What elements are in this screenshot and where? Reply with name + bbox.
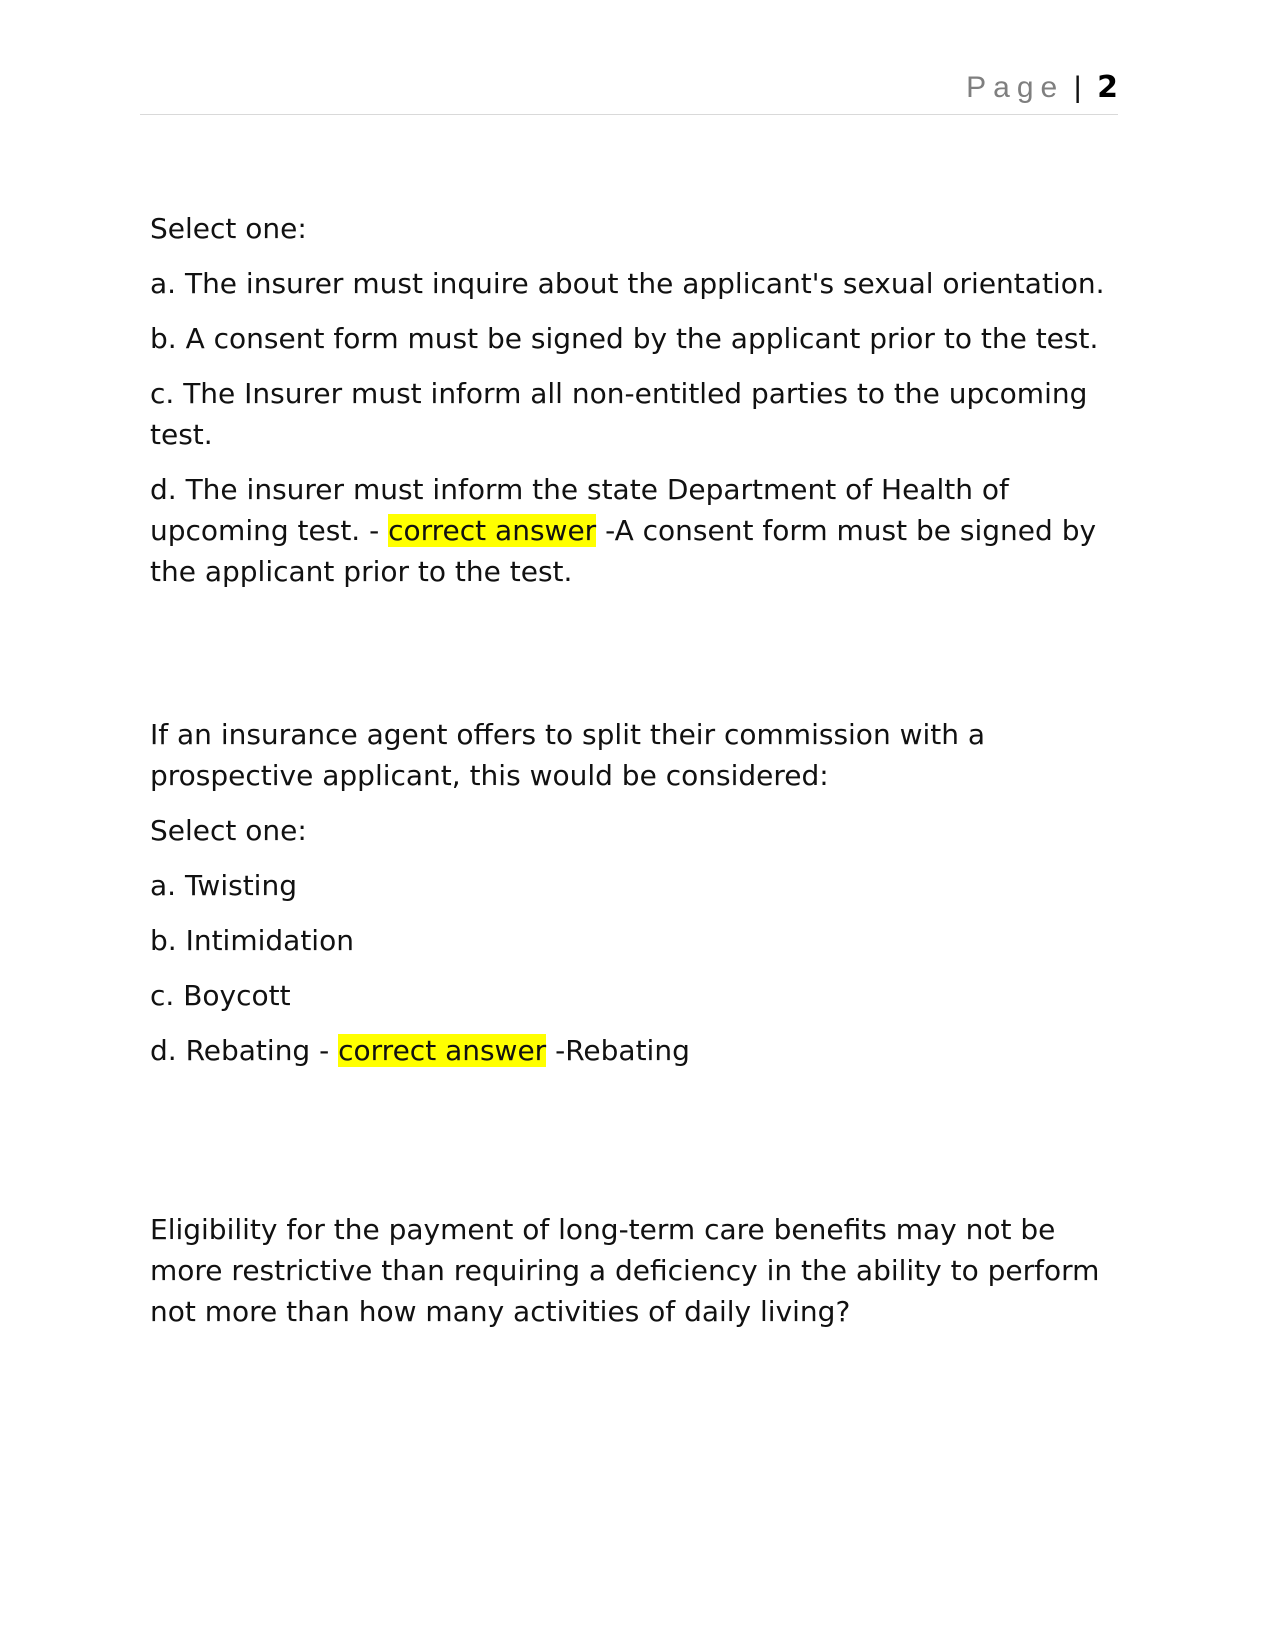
answer-explanation: -Rebating bbox=[546, 1034, 690, 1067]
page-number-label bbox=[966, 70, 1118, 106]
option-c: c. Boycott bbox=[150, 979, 291, 1012]
option-d-text: d. The insurer must inform the state Department of Health of upcoming test. - bbox=[150, 473, 1009, 547]
option-c: c. The Insurer must inform all non-entitled parties to the upcoming test. bbox=[150, 377, 1088, 451]
page-separator: | bbox=[1073, 71, 1082, 104]
option-b: b. Intimidation bbox=[150, 924, 354, 957]
select-one-label: Select one: bbox=[150, 212, 307, 245]
correct-answer-highlight: correct answer bbox=[338, 1034, 547, 1067]
option-a: a. Twisting bbox=[150, 869, 297, 902]
option-d bbox=[150, 469, 1125, 592]
spacer bbox=[150, 606, 1125, 714]
option-d bbox=[150, 1030, 1125, 1071]
question-text: Eligibility for the payment of long-term care benefits may not be more restrictive than requiring a deficiency in the ability to perform not more than how many activities of daily living? bbox=[150, 1213, 1100, 1328]
option-a: a. The insurer must inquire about the applicant's sexual orientation. bbox=[150, 267, 1105, 300]
option-b: b. A consent form must be signed by the applicant prior to the test. bbox=[150, 322, 1099, 355]
page-word: Page bbox=[966, 71, 1065, 104]
correct-answer-highlight: correct answer bbox=[388, 514, 597, 547]
question-text: If an insurance agent offers to split their commission with a prospective applicant, this would be considered: bbox=[150, 718, 986, 792]
spacer bbox=[150, 1085, 1125, 1209]
page-number: 2 bbox=[1097, 70, 1118, 105]
option-d-text: d. Rebating - bbox=[150, 1034, 339, 1067]
question-block-2 bbox=[150, 714, 1125, 1071]
answer-explanation: -A consent form must be signed by the applicant prior to the test. bbox=[150, 514, 1097, 588]
question-block-3 bbox=[150, 1209, 1125, 1332]
question-block-1 bbox=[150, 208, 1125, 592]
document-body bbox=[150, 208, 1125, 1346]
page-header bbox=[140, 66, 1118, 115]
select-one-label: Select one: bbox=[150, 814, 307, 847]
